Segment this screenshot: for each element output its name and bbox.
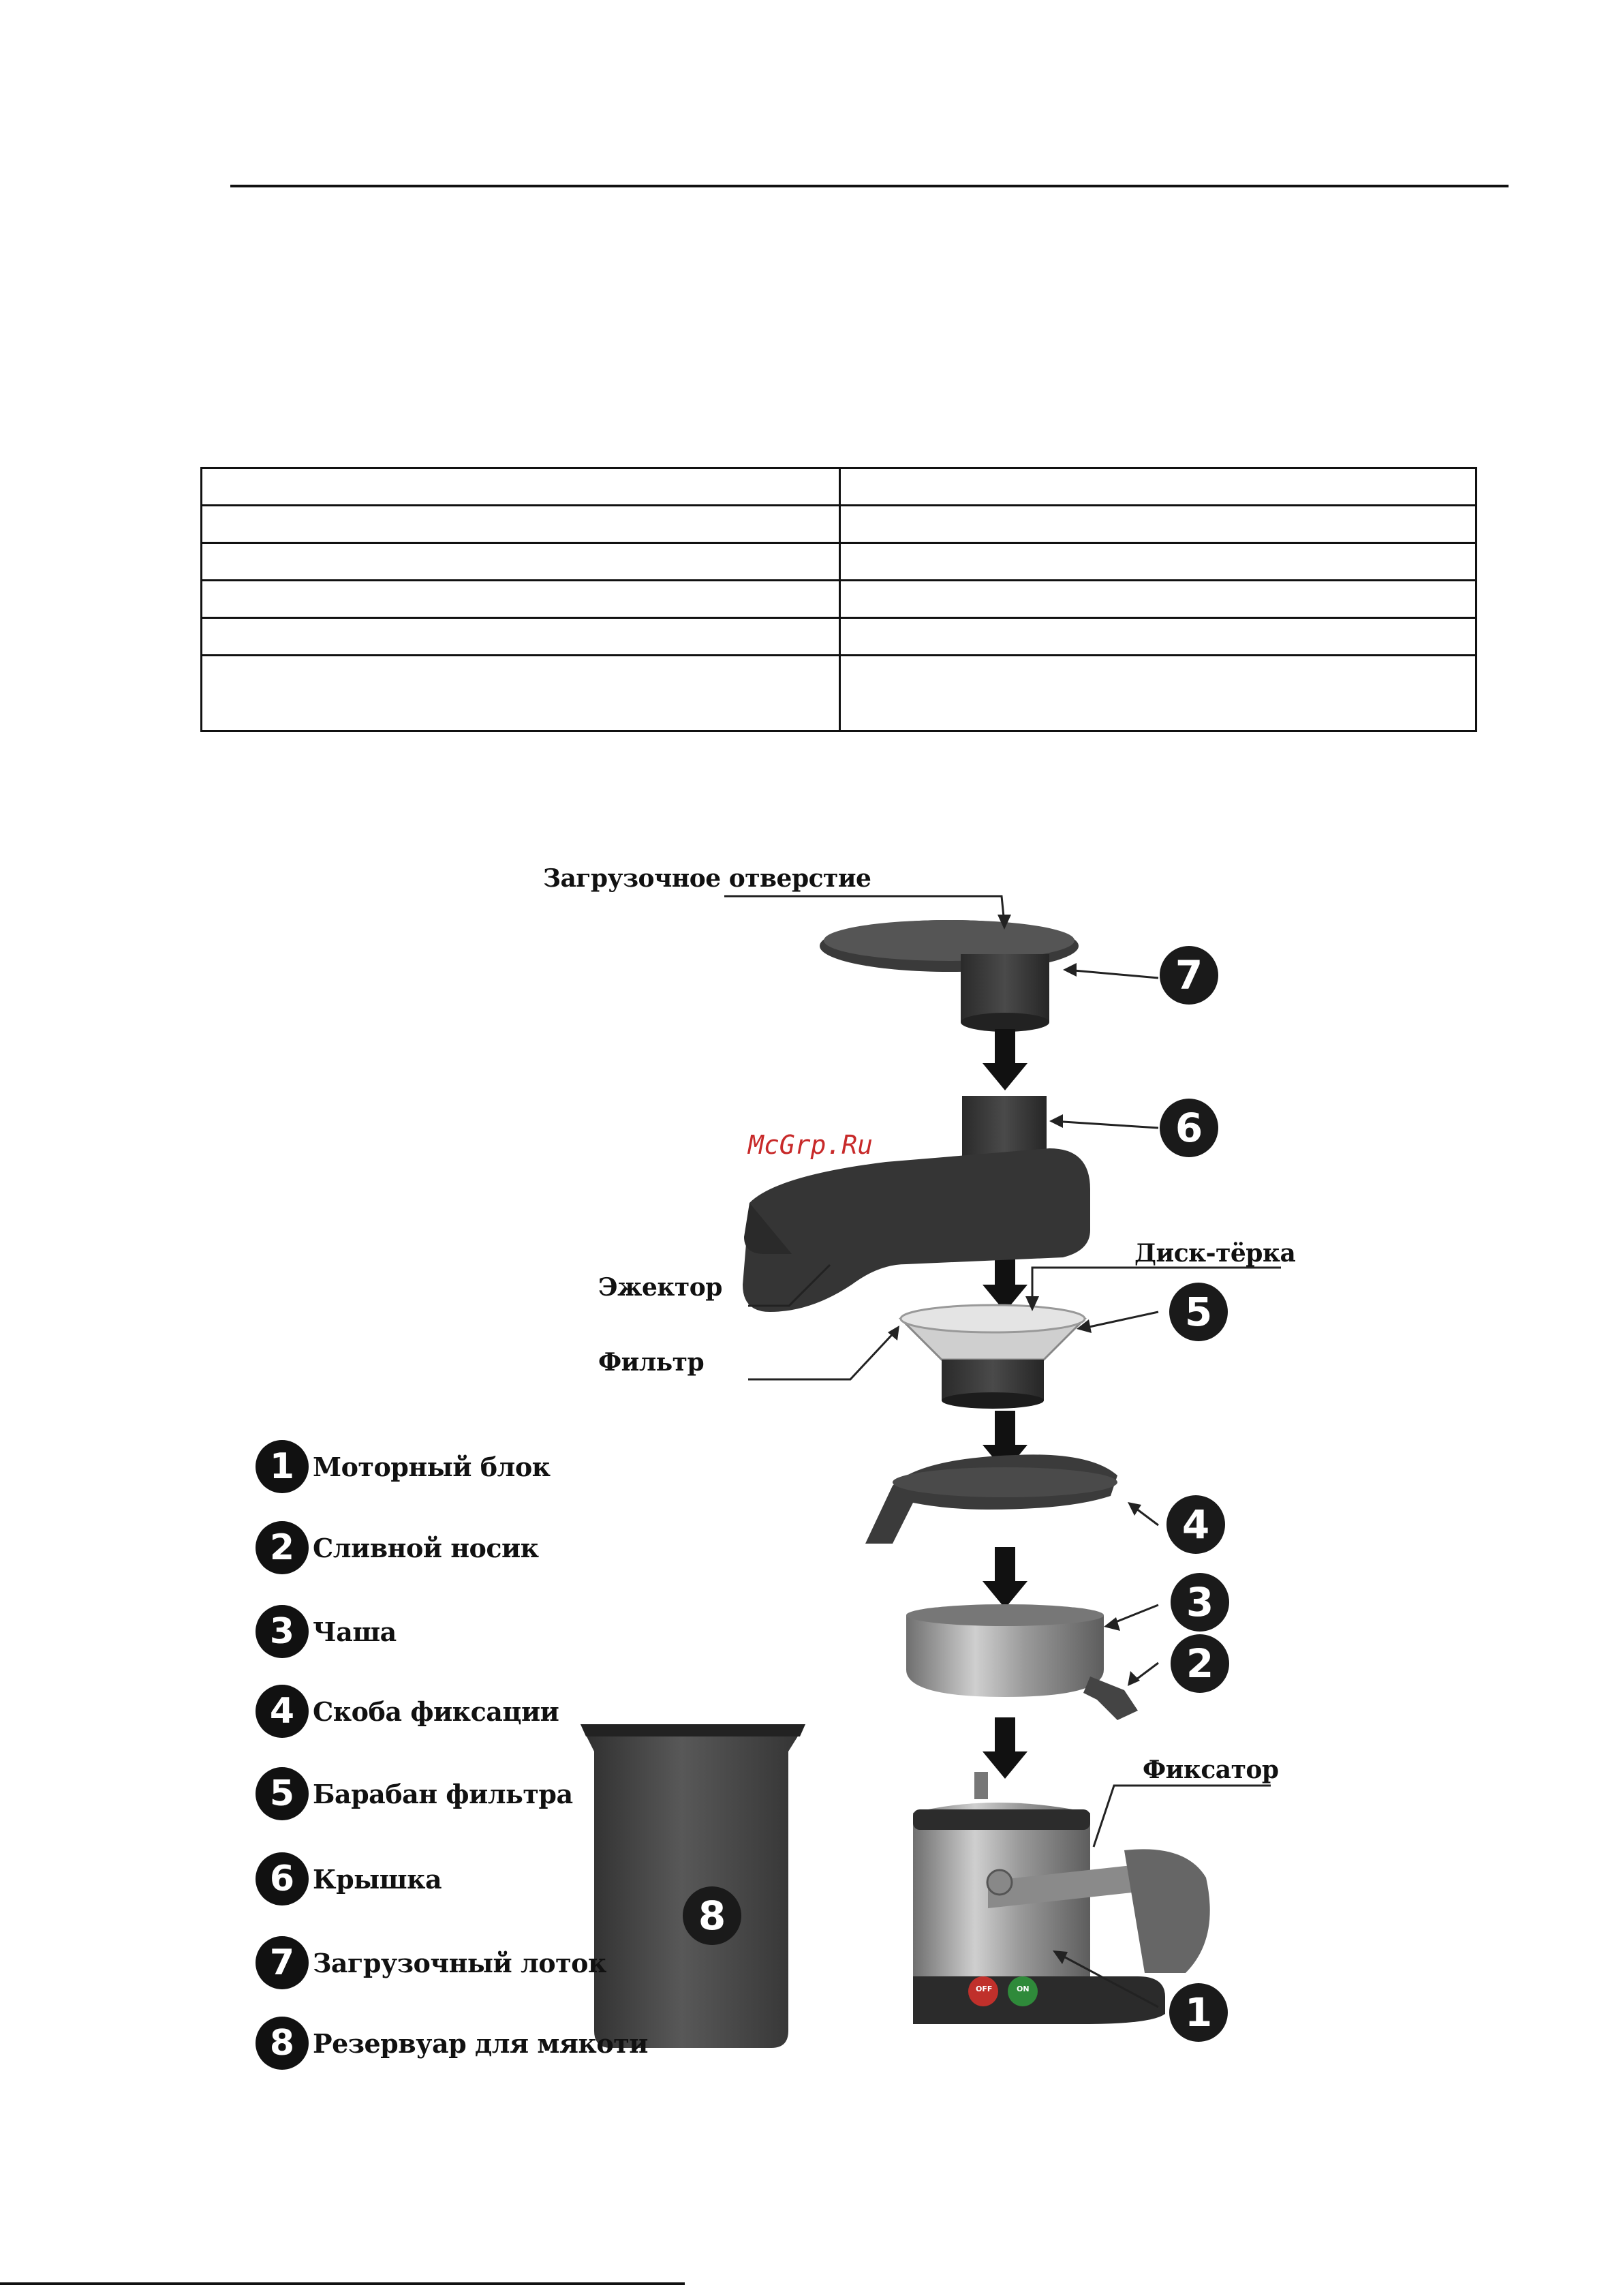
callout-8: 8 — [683, 1886, 741, 1945]
legend-label: Скоба фиксации — [313, 1696, 559, 1727]
callout-3: 3 — [1171, 1573, 1229, 1632]
legend-label: Резервуар для мякоти — [313, 2027, 648, 2059]
legend-number: 4 — [256, 1685, 309, 1738]
watermark: McGrp.Ru — [748, 1130, 874, 1160]
legend-item — [256, 1684, 559, 1739]
callout-7: 7 — [1160, 946, 1218, 1005]
lid-part — [743, 1096, 1090, 1312]
label-ejector: Эжектор — [598, 1273, 722, 1302]
legend-number: 6 — [256, 1852, 309, 1905]
legend-item — [256, 1935, 606, 1990]
legend-label: Чаша — [313, 1616, 397, 1647]
legend-number: 3 — [256, 1605, 309, 1658]
legend-number: 2 — [256, 1521, 309, 1574]
legend-item — [256, 2016, 648, 2070]
legend-item — [256, 1852, 442, 1906]
legend-number: 1 — [256, 1440, 309, 1493]
feed-tray-part — [820, 920, 1079, 1032]
callout-5: 5 — [1169, 1283, 1228, 1341]
legend-label: Крышка — [313, 1863, 442, 1895]
motor-block-part — [913, 1772, 1210, 2024]
legend-item — [256, 1604, 397, 1659]
legend-item — [256, 1766, 573, 1821]
callout-4: 4 — [1166, 1495, 1225, 1554]
callout-6: 6 — [1160, 1099, 1218, 1157]
label-feed-opening: Загрузочное отверстие — [543, 864, 871, 893]
label-grater-disc: Диск-тёрка — [1134, 1239, 1296, 1268]
legend-label: Загрузочный лоток — [313, 1947, 606, 1978]
label-lock: Фиксатор — [1143, 1756, 1279, 1784]
legend-number: 5 — [256, 1767, 309, 1820]
legend-item — [256, 1520, 539, 1575]
footer-rule — [0, 2282, 685, 2285]
legend-label: Моторный блок — [313, 1451, 551, 1482]
label-filter: Фильтр — [598, 1348, 705, 1377]
bowl-part — [906, 1604, 1138, 1720]
callout-1: 1 — [1169, 1983, 1228, 2042]
legend-item — [256, 1439, 551, 1494]
fixing-bracket-part — [865, 1454, 1117, 1544]
filter-drum-part — [901, 1305, 1085, 1409]
legend-label: Сливной носик — [313, 1532, 539, 1563]
legend-number: 8 — [256, 2017, 309, 2070]
on-button-label: ON — [1017, 1985, 1030, 1993]
legend-label: Барабан фильтра — [313, 1778, 573, 1809]
callout-2: 2 — [1171, 1634, 1229, 1693]
pulp-container-part — [581, 1724, 805, 2048]
legend-number: 7 — [256, 1936, 309, 1989]
off-button-label: OFF — [976, 1985, 993, 1993]
